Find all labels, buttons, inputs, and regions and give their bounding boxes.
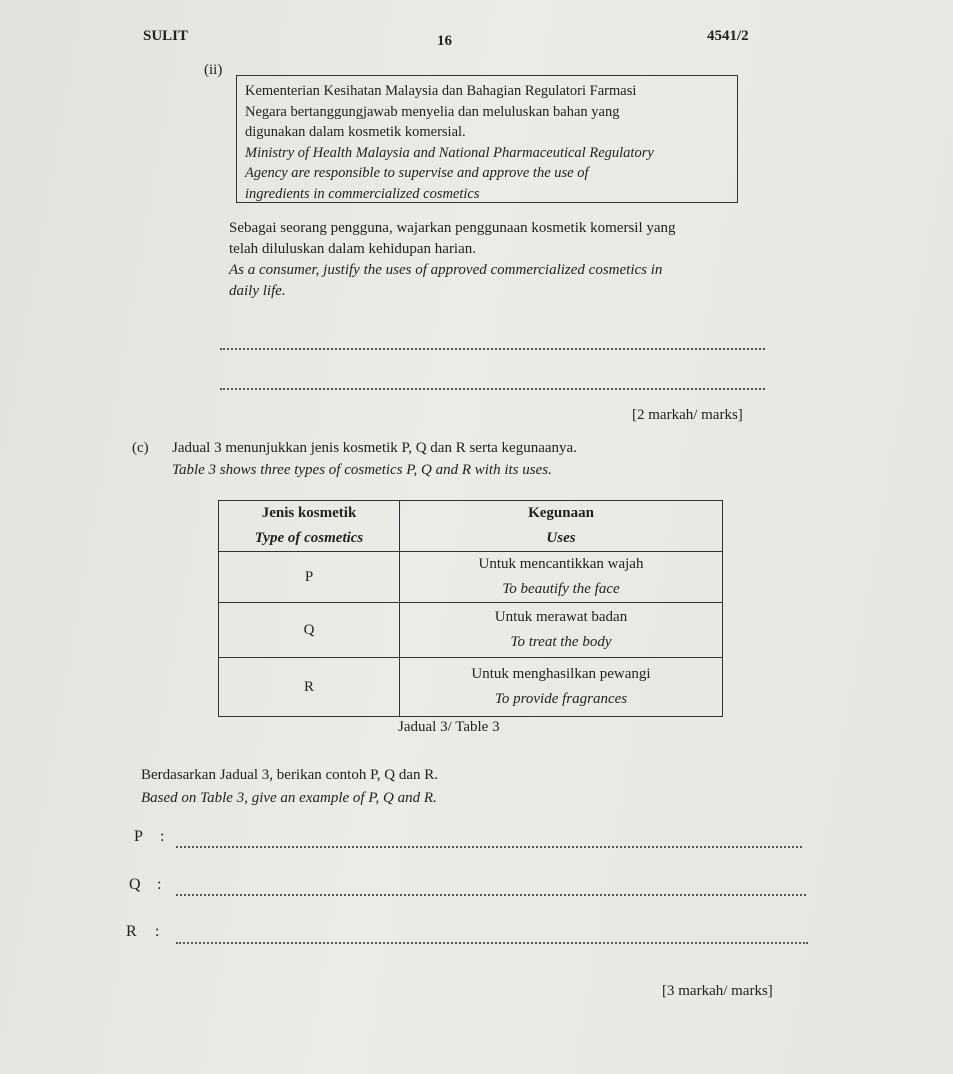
table-caption: Jadual 3/ Table 3 — [398, 719, 500, 735]
header-uses-ms: Kegunaan — [528, 505, 594, 521]
answer-line[interactable] — [220, 388, 765, 390]
answer-line-r[interactable] — [176, 942, 808, 944]
question-ii-en-line: daily life. — [229, 283, 286, 299]
row-use — [400, 603, 723, 658]
info-box — [236, 75, 738, 203]
answer-label-q: Q — [129, 876, 141, 893]
table-3 — [218, 500, 723, 717]
info-box-en-line: Agency are responsible to supervise and approve the use of — [245, 165, 589, 181]
answer-line-p[interactable] — [176, 846, 802, 848]
answer-label-r: R — [126, 923, 137, 940]
part-ii-label: (ii) — [204, 62, 223, 78]
part-c-label: (c) — [132, 440, 149, 456]
question-ii-ms — [229, 218, 676, 302]
answer-label-p: P — [134, 828, 143, 845]
row-use-en: To provide fragrances — [494, 691, 628, 707]
table-header-row — [219, 501, 723, 552]
part-c-intro-en: Table 3 shows three types of cosmetics P, Q and R with its uses. — [172, 462, 552, 478]
info-box-en-line: ingredients in commercialized cosmetics — [245, 185, 480, 202]
answer-line-q[interactable] — [176, 894, 806, 896]
answer-line[interactable] — [220, 348, 765, 350]
table-row — [219, 658, 723, 717]
table-row — [219, 552, 723, 603]
info-box-ms-line: digunakan dalam kosmetik komersial. — [245, 124, 466, 140]
row-type: R — [219, 658, 400, 717]
header-sulit: SULIT — [143, 28, 189, 44]
row-use-ms: Untuk merawat badan — [494, 609, 628, 625]
marks-ii: [2 markah/ marks] — [632, 407, 743, 423]
paper-code: 4541/2 — [707, 28, 749, 44]
row-use-ms: Untuk mencantikkan wajah — [478, 556, 644, 572]
question-c-ms: Berdasarkan Jadual 3, berikan contoh P, Q dan R. — [141, 767, 439, 783]
row-type: Q — [219, 603, 400, 658]
header-type — [219, 501, 400, 552]
row-use-en: To beautify the face — [502, 581, 620, 597]
info-box-en-line: Ministry of Health Malaysia and National Pharmaceutical Regulatory — [245, 144, 654, 161]
answer-sep: : — [157, 876, 162, 893]
row-use — [400, 658, 723, 717]
question-ii-ms-line: telah diluluskan dalam kehidupan harian. — [229, 241, 477, 257]
marks-c: [3 markah/ marks] — [662, 983, 773, 999]
header-uses-en: Uses — [546, 530, 576, 546]
part-c-intro-ms: Jadual 3 menunjukkan jenis kosmetik P, Q dan R serta kegunaanya. — [172, 440, 577, 456]
info-box-ms-line: Negara bertanggungjawab menyelia dan meluluskan bahan yang — [245, 103, 620, 120]
row-use-ms: Untuk menghasilkan pewangi — [471, 666, 651, 682]
header-type-ms: Jenis kosmetik — [261, 505, 357, 521]
header-type-en: Type of cosmetics — [254, 530, 364, 546]
row-type: P — [219, 552, 400, 603]
table-row — [219, 603, 723, 658]
answer-sep: : — [160, 828, 165, 845]
info-box-ms-line: Kementerian Kesihatan Malaysia dan Bahagian Regulatori Farmasi — [245, 83, 637, 99]
question-c-en: Based on Table 3, give an example of P, Q and R. — [141, 790, 437, 806]
question-ii-en-line: As a consumer, justify the uses of approved commercialized cosmetics in — [229, 262, 663, 278]
answer-sep: : — [155, 923, 160, 940]
header-uses — [400, 501, 723, 552]
page-number: 16 — [437, 33, 452, 49]
row-use — [400, 552, 723, 603]
row-use-en: To treat the body — [510, 634, 612, 650]
question-ii-ms-line: Sebagai seorang pengguna, wajarkan penggunaan kosmetik komersil yang — [229, 220, 676, 236]
